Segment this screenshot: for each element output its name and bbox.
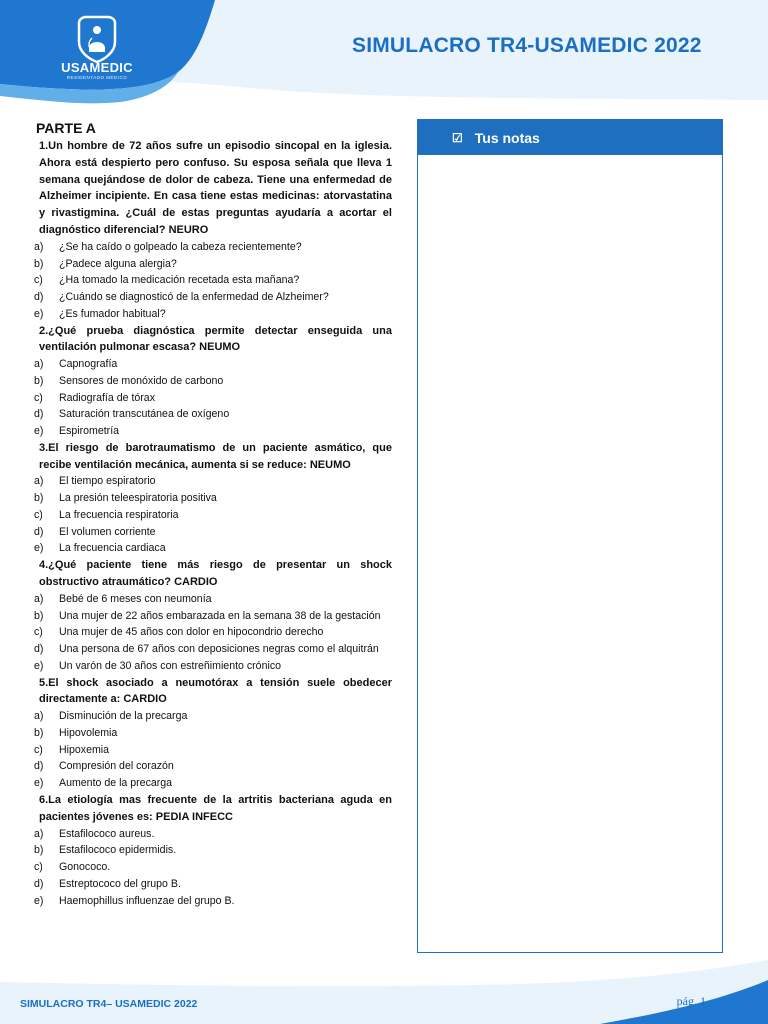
option-text: ¿Padece alguna alergia?	[59, 257, 177, 270]
option-text: La frecuencia cardiaca	[59, 542, 166, 555]
option-item	[34, 708, 392, 725]
option-text: Una mujer de 45 años con dolor en hipocondrio derecho	[59, 626, 324, 639]
option-letter: a)	[34, 240, 44, 253]
option-letter: b)	[34, 844, 44, 857]
option-text: Sensores de monóxido de carbono	[59, 374, 224, 387]
option-item	[34, 256, 392, 273]
option-list	[34, 826, 392, 910]
option-item	[34, 876, 392, 893]
option-text: ¿Cuándo se diagnosticó de la enfermedad de Alzheimer?	[59, 291, 329, 304]
option-text: Estreptococo del grupo B.	[59, 877, 181, 890]
option-text: El volumen corriente	[59, 525, 156, 538]
option-text: Una mujer de 22 años embarazada en la semana 38 de la gestación	[59, 609, 381, 622]
footer-title: SIMULACRO TR4– USAMEDIC 2022	[20, 998, 198, 1010]
option-item	[34, 540, 392, 557]
option-text: Espirometría	[59, 425, 120, 438]
option-item	[34, 289, 392, 306]
option-list	[34, 239, 392, 323]
option-list	[34, 591, 392, 675]
question-block	[34, 323, 392, 440]
option-text: La presión teleespiratoria positiva	[59, 492, 217, 505]
option-list	[34, 356, 392, 440]
option-item	[34, 608, 392, 625]
option-item	[34, 272, 392, 289]
option-item	[34, 591, 392, 608]
notes-title: Tus notas	[474, 129, 540, 146]
option-letter: b)	[34, 726, 44, 739]
option-letter: c)	[34, 626, 43, 639]
notes-area[interactable]	[418, 155, 722, 950]
option-text: Aumento de la precarga	[59, 777, 173, 790]
option-item	[34, 473, 392, 490]
option-item	[34, 859, 392, 876]
option-letter: c)	[34, 861, 43, 873]
option-letter: d)	[34, 408, 44, 421]
option-item	[34, 490, 392, 507]
option-letter: b)	[34, 374, 44, 387]
option-text: Compresión del corazón	[59, 760, 174, 773]
option-letter: c)	[34, 274, 43, 287]
option-text: Radiografía de tórax	[59, 391, 155, 404]
option-item	[34, 423, 392, 440]
option-item	[34, 507, 392, 524]
question-text: 3.El riesgo de barotraumatismo de un paciente asmático, que recibe ventilación mecánica, aumenta si se reduce: NEUMO	[39, 441, 392, 471]
option-letter: d)	[34, 525, 44, 538]
option-letter: b)	[34, 492, 44, 505]
option-letter: e)	[34, 659, 44, 672]
option-item	[34, 373, 392, 390]
question-text: 4.¿Qué paciente tiene más riesgo de presentar un shock obstructivo atraumático? CARDIO	[39, 559, 392, 589]
option-item	[34, 658, 392, 675]
option-item	[34, 893, 392, 910]
logo-text: USAMEDIC	[61, 60, 133, 75]
option-text: Hipoxemia	[59, 743, 110, 756]
option-text: Una persona de 67 años con deposiciones negras como el alquitrán	[59, 643, 379, 656]
option-letter: d)	[34, 643, 44, 656]
option-item	[34, 758, 392, 775]
option-item	[34, 390, 392, 407]
option-letter: a)	[34, 827, 44, 840]
option-list	[34, 708, 392, 792]
notes-header	[418, 120, 722, 155]
option-letter: c)	[34, 508, 43, 521]
option-letter: d)	[34, 760, 44, 773]
option-text: La frecuencia respiratoria	[59, 508, 179, 521]
question-block	[34, 440, 392, 557]
option-text: Gonococo.	[59, 861, 111, 873]
question-block	[34, 557, 392, 674]
option-letter: a)	[34, 592, 44, 605]
option-item	[34, 725, 392, 742]
option-list	[34, 473, 392, 557]
option-letter: a)	[34, 475, 44, 488]
question-text: 1.Un hombre de 72 años sufre un episodio sincopal en la iglesia. Ahora está despierto pero confuso. Su esposa señala que lleva 1 semana quejándose de dolor de cabeza. Tiene una enfermedad de Alzheimer incipiente. En casa tiene estas medicinas: atorvastatina y rivastigmina. ¿Cuál de estas preguntas ayudaría a acortar el diagnóstico diferencial? NEURO	[39, 140, 392, 236]
option-letter: b)	[34, 257, 44, 270]
option-item	[34, 624, 392, 641]
option-text: ¿Es fumador habitual?	[59, 307, 166, 320]
option-letter: e)	[34, 542, 44, 555]
option-letter: d)	[34, 291, 44, 304]
option-text: Estafilococo epidermidis.	[59, 844, 177, 857]
option-text: Disminución de la precarga	[59, 710, 188, 723]
option-text: Bebé de 6 meses con neumonía	[59, 592, 212, 605]
option-item	[34, 826, 392, 843]
option-text: Hipovolemia	[59, 726, 118, 739]
option-item	[34, 239, 392, 256]
option-item	[34, 356, 392, 373]
option-item	[34, 306, 392, 323]
option-letter: e)	[34, 894, 44, 907]
option-letter: d)	[34, 877, 44, 890]
option-item	[34, 775, 392, 792]
option-text: Saturación transcutánea de oxígeno	[59, 408, 230, 421]
notes-panel	[417, 119, 723, 953]
option-letter: a)	[34, 358, 44, 371]
question-text: 2.¿Qué prueba diagnóstica permite detectar enseguida una ventilación pulmonar escasa? NEUMO	[39, 324, 392, 354]
questions-column	[34, 120, 392, 909]
option-letter: e)	[34, 777, 44, 790]
checkbox-icon: ☑	[452, 130, 463, 145]
option-item	[34, 406, 392, 423]
option-letter: c)	[34, 391, 43, 404]
option-item	[34, 524, 392, 541]
option-letter: a)	[34, 710, 44, 723]
option-letter: c)	[34, 743, 43, 756]
document-title: SIMULACRO TR4-USAMEDIC 2022	[352, 34, 702, 57]
question-text: 5.El shock asociado a neumotórax a tensión suele obedecer directamente a: CARDIO	[39, 676, 392, 706]
question-block	[34, 138, 392, 323]
footer-wave	[0, 960, 768, 1024]
option-text: Un varón de 30 años con estreñimiento crónico	[59, 659, 282, 672]
page-number: pág. 1	[676, 994, 706, 1008]
question-block	[34, 675, 392, 792]
option-letter: b)	[34, 609, 44, 622]
section-title: PARTE A	[36, 120, 96, 136]
option-letter: e)	[34, 425, 44, 438]
option-item	[34, 742, 392, 759]
option-item	[34, 842, 392, 859]
question-text: 6.La etiología mas frecuente de la artritis bacteriana aguda en pacientes jóvenes es: PEDIA INFECC	[39, 793, 392, 823]
logo-tagline: RESIDENTADO MÉDICO	[66, 75, 128, 80]
option-text: ¿Ha tomado la medicación recetada esta mañana?	[59, 274, 300, 287]
option-text: Capnografía	[59, 358, 118, 371]
option-letter: e)	[34, 307, 44, 320]
option-text: Estafilococo aureus.	[59, 827, 155, 840]
option-text: El tiempo espiratorio	[59, 475, 156, 488]
option-text: Haemophillus influenzae del grupo B.	[59, 894, 235, 907]
option-item	[34, 641, 392, 658]
question-block	[34, 792, 392, 909]
option-text: ¿Se ha caído o golpeado la cabeza recientemente?	[59, 240, 302, 253]
